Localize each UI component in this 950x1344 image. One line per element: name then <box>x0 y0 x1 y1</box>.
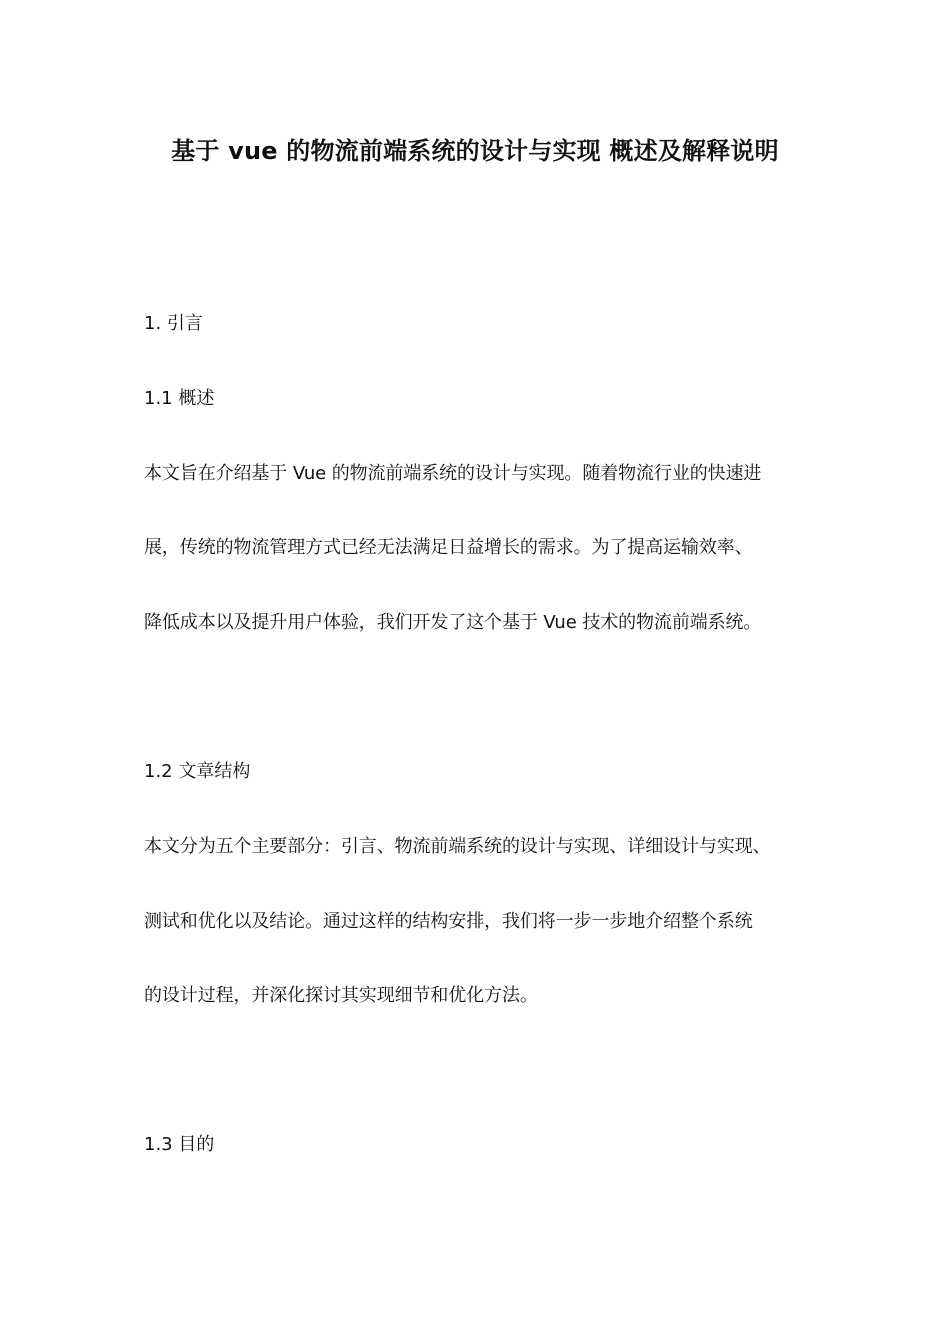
section-heading-overview: 1.1 概述 <box>144 388 215 409</box>
paragraph-line: 本文分为五个主要部分：引言、物流前端系统的设计与实现、详细设计与实现、 <box>144 836 771 857</box>
section-heading-introduction: 1. 引言 <box>144 313 203 334</box>
paragraph-line: 的设计过程，并深化探讨其实现细节和优化方法。 <box>144 985 538 1006</box>
paragraph-line: 降低成本以及提升用户体验，我们开发了这个基于 Vue 技术的物流前端系统。 <box>144 612 762 633</box>
paragraph-line: 测试和优化以及结论。通过这样的结构安排，我们将一步一步地介绍整个系统 <box>144 911 753 932</box>
section-heading-structure: 1.2 文章结构 <box>144 761 251 782</box>
document-title: 基于 vue 的物流前端系统的设计与实现 概述及解释说明 <box>171 137 779 165</box>
paragraph-line: 展，传统的物流管理方式已经无法满足日益增长的需求。为了提高运输效率、 <box>144 537 753 558</box>
paragraph-line: 本文旨在介绍基于 Vue 的物流前端系统的设计与实现。随着物流行业的快速进 <box>144 463 762 484</box>
section-heading-purpose: 1.3 目的 <box>144 1134 215 1155</box>
